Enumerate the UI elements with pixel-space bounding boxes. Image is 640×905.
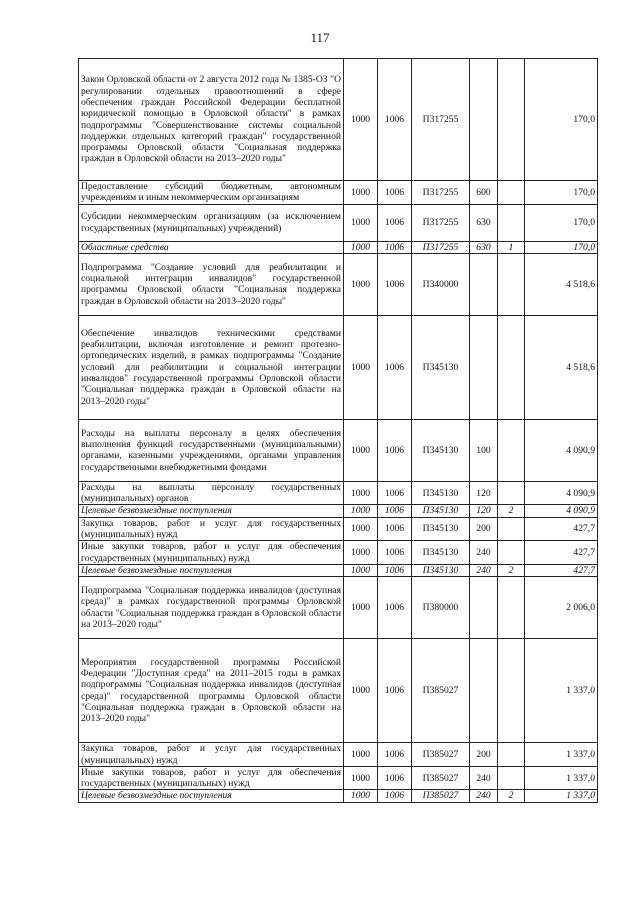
subsection-code-cell: 1006 xyxy=(378,766,412,790)
funding-source-cell xyxy=(498,517,525,541)
section-code-cell: 1000 xyxy=(344,790,378,802)
subsection-code-cell: 1006 xyxy=(378,481,412,505)
table-row xyxy=(79,766,598,790)
target-article-cell: П345130 xyxy=(412,541,470,565)
table-row xyxy=(79,59,598,181)
item-name-cell: Закупка товаров, работ и услуг для государственных (муниципальных) нужд xyxy=(79,517,344,541)
amount-cell: 1 337,0 xyxy=(525,639,598,743)
funding-source-cell xyxy=(498,204,525,241)
expense-type-cell xyxy=(470,577,498,639)
section-code-cell: 1000 xyxy=(344,517,378,541)
expense-type-cell xyxy=(470,315,498,419)
expense-type-cell: 240 xyxy=(470,790,498,802)
table-body xyxy=(79,59,598,803)
target-article-cell: П385027 xyxy=(412,766,470,790)
amount-cell: 170,0 xyxy=(525,204,598,241)
target-article-cell: П317255 xyxy=(412,59,470,181)
funding-source-cell xyxy=(498,541,525,565)
target-article-cell: П385027 xyxy=(412,743,470,767)
funding-source-cell: 2 xyxy=(498,505,525,517)
target-article-cell: П340000 xyxy=(412,253,470,315)
table-row xyxy=(79,204,598,241)
target-article-cell: П317255 xyxy=(412,204,470,241)
item-name-cell: Закон Орловской области от 2 августа 2012 года № 1385-ОЗ "О регулировании отдельных правоотношений в сфере обеспечения граждан Российской Федерации бесплатной юридической помощью в Орловской области" в рамках подпрограммы "Совершенствование системы социальной поддержки отдельных категорий граждан" государственной программы Орловской области "Социальная поддержка граждан в Орловской области на 2013–2020 годы" xyxy=(79,59,344,181)
item-name-cell: Обеспечение инвалидов техническими средствами реабилитации, включая изготовление и ремонт протезно-ортопедических изделий, в рамках подпрограммы "Создание условий для реабилитации и социальной интеграции инвалидов" государственной программы Орловской области "Социальная поддержка граждан в Орловской области на 2013–2020 годы" xyxy=(79,315,344,419)
table-row xyxy=(79,743,598,767)
subsection-code-cell: 1006 xyxy=(378,253,412,315)
item-name-cell: Расходы на выплаты персоналу в целях обеспечения выполнения функций государственными (муниципальными) органами, казенными учреждениями, органами управления государственными внебюджетными фондами xyxy=(79,419,344,481)
expense-type-cell: 600 xyxy=(470,181,498,205)
subsection-code-cell: 1006 xyxy=(378,181,412,205)
table-row xyxy=(79,481,598,505)
amount-cell: 4 090,9 xyxy=(525,419,598,481)
item-name-cell: Закупка товаров, работ и услуг для государственных (муниципальных) нужд xyxy=(79,743,344,767)
section-code-cell: 1000 xyxy=(344,639,378,743)
expense-type-cell: 200 xyxy=(470,517,498,541)
table-row xyxy=(79,505,598,517)
section-code-cell: 1000 xyxy=(344,59,378,181)
target-article-cell: П380000 xyxy=(412,577,470,639)
item-name-cell: Целевые безвозмездные поступления xyxy=(79,564,344,576)
subsection-code-cell: 1006 xyxy=(378,517,412,541)
expense-type-cell: 240 xyxy=(470,541,498,565)
item-name-cell: Иные закупки товаров, работ и услуг для обеспечения государственных (муниципальных) нужд xyxy=(79,541,344,565)
section-code-cell: 1000 xyxy=(344,419,378,481)
section-code-cell: 1000 xyxy=(344,743,378,767)
section-code-cell: 1000 xyxy=(344,481,378,505)
expense-type-cell: 240 xyxy=(470,564,498,576)
target-article-cell: П345130 xyxy=(412,481,470,505)
funding-source-cell: 2 xyxy=(498,564,525,576)
item-name-cell: Субсидии некоммерческим организациям (за исключением государственных (муниципальных) учреждений) xyxy=(79,204,344,241)
expense-type-cell xyxy=(470,253,498,315)
section-code-cell: 1000 xyxy=(344,204,378,241)
funding-source-cell xyxy=(498,315,525,419)
item-name-cell: Целевые безвозмездные поступления xyxy=(79,505,344,517)
amount-cell: 170,0 xyxy=(525,181,598,205)
table-row xyxy=(79,253,598,315)
item-name-cell: Областные средства xyxy=(79,241,344,253)
subsection-code-cell: 1006 xyxy=(378,790,412,802)
table-row xyxy=(79,541,598,565)
table-row xyxy=(79,241,598,253)
funding-source-cell: 1 xyxy=(498,241,525,253)
section-code-cell: 1000 xyxy=(344,577,378,639)
amount-cell: 427,7 xyxy=(525,541,598,565)
subsection-code-cell: 1006 xyxy=(378,577,412,639)
subsection-code-cell: 1006 xyxy=(378,639,412,743)
amount-cell: 4 090,9 xyxy=(525,481,598,505)
funding-source-cell xyxy=(498,253,525,315)
section-code-cell: 1000 xyxy=(344,315,378,419)
amount-cell: 427,7 xyxy=(525,564,598,576)
subsection-code-cell: 1006 xyxy=(378,315,412,419)
amount-cell: 170,0 xyxy=(525,59,598,181)
funding-source-cell xyxy=(498,766,525,790)
funding-source-cell xyxy=(498,181,525,205)
subsection-code-cell: 1006 xyxy=(378,241,412,253)
table-row xyxy=(79,517,598,541)
target-article-cell: П385027 xyxy=(412,639,470,743)
item-name-cell: Подпрограмма "Социальная поддержка инвалидов (доступная среда)" в рамках государственной программы Орловской области "Социальная поддержка граждан в Орловской области на 2013–2020 годы" xyxy=(79,577,344,639)
subsection-code-cell: 1006 xyxy=(378,419,412,481)
table-row xyxy=(79,315,598,419)
item-name-cell: Целевые безвозмездные поступления xyxy=(79,790,344,802)
target-article-cell: П345130 xyxy=(412,564,470,576)
expense-type-cell: 630 xyxy=(470,204,498,241)
expense-type-cell: 240 xyxy=(470,766,498,790)
section-code-cell: 1000 xyxy=(344,181,378,205)
table-row xyxy=(79,564,598,576)
amount-cell: 427,7 xyxy=(525,517,598,541)
expense-type-cell xyxy=(470,639,498,743)
funding-source-cell xyxy=(498,639,525,743)
table-row xyxy=(79,419,598,481)
item-name-cell: Мероприятия государственной программы Российской Федерации "Доступная среда" на 2011–2015 годы в рамках подпрограммы "Социальная поддержка инвалидов (доступная среда)" государственной программы Орловской области "Социальная поддержка граждан в Орловской области на 2013–2020 годы" xyxy=(79,639,344,743)
section-code-cell: 1000 xyxy=(344,253,378,315)
item-name-cell: Подпрограмма "Создание условий для реабилитации и социальной интеграции инвалидов" государственной программы Орловской области "Социальная поддержка граждан в Орловской области на 2013–2020 годы" xyxy=(79,253,344,315)
funding-source-cell: 2 xyxy=(498,790,525,802)
funding-source-cell xyxy=(498,577,525,639)
amount-cell: 4 518,6 xyxy=(525,253,598,315)
item-name-cell: Иные закупки товаров, работ и услуг для обеспечения государственных (муниципальных) нужд xyxy=(79,766,344,790)
funding-source-cell xyxy=(498,743,525,767)
amount-cell: 1 337,0 xyxy=(525,743,598,767)
amount-cell: 1 337,0 xyxy=(525,790,598,802)
target-article-cell: П345130 xyxy=(412,517,470,541)
table-row xyxy=(79,577,598,639)
expense-type-cell: 100 xyxy=(470,419,498,481)
amount-cell: 4 090,9 xyxy=(525,505,598,517)
expense-type-cell xyxy=(470,59,498,181)
table-row xyxy=(79,639,598,743)
expense-type-cell: 200 xyxy=(470,743,498,767)
subsection-code-cell: 1006 xyxy=(378,59,412,181)
page-number: 117 xyxy=(310,30,330,45)
funding-source-cell xyxy=(498,59,525,181)
target-article-cell: П345130 xyxy=(412,505,470,517)
expense-type-cell: 120 xyxy=(470,481,498,505)
subsection-code-cell: 1006 xyxy=(378,743,412,767)
subsection-code-cell: 1006 xyxy=(378,541,412,565)
target-article-cell: П345130 xyxy=(412,315,470,419)
target-article-cell: П317255 xyxy=(412,241,470,253)
funding-source-cell xyxy=(498,419,525,481)
subsection-code-cell: 1006 xyxy=(378,204,412,241)
budget-table xyxy=(78,58,598,803)
subsection-code-cell: 1006 xyxy=(378,564,412,576)
amount-cell: 170,0 xyxy=(525,241,598,253)
amount-cell: 1 337,0 xyxy=(525,766,598,790)
expense-type-cell: 120 xyxy=(470,505,498,517)
table-row xyxy=(79,181,598,205)
amount-cell: 4 518,6 xyxy=(525,315,598,419)
expense-type-cell: 630 xyxy=(470,241,498,253)
target-article-cell: П317255 xyxy=(412,181,470,205)
amount-cell: 2 006,0 xyxy=(525,577,598,639)
item-name-cell: Расходы на выплаты персоналу государственных (муниципальных) органов xyxy=(79,481,344,505)
subsection-code-cell: 1006 xyxy=(378,505,412,517)
section-code-cell: 1000 xyxy=(344,564,378,576)
section-code-cell: 1000 xyxy=(344,241,378,253)
section-code-cell: 1000 xyxy=(344,541,378,565)
section-code-cell: 1000 xyxy=(344,766,378,790)
funding-source-cell xyxy=(498,481,525,505)
target-article-cell: П385027 xyxy=(412,790,470,802)
item-name-cell: Предоставление субсидий бюджетным, автономным учреждениям и иным некоммерческим организациям xyxy=(79,181,344,205)
target-article-cell: П345130 xyxy=(412,419,470,481)
section-code-cell: 1000 xyxy=(344,505,378,517)
table-row xyxy=(79,790,598,802)
